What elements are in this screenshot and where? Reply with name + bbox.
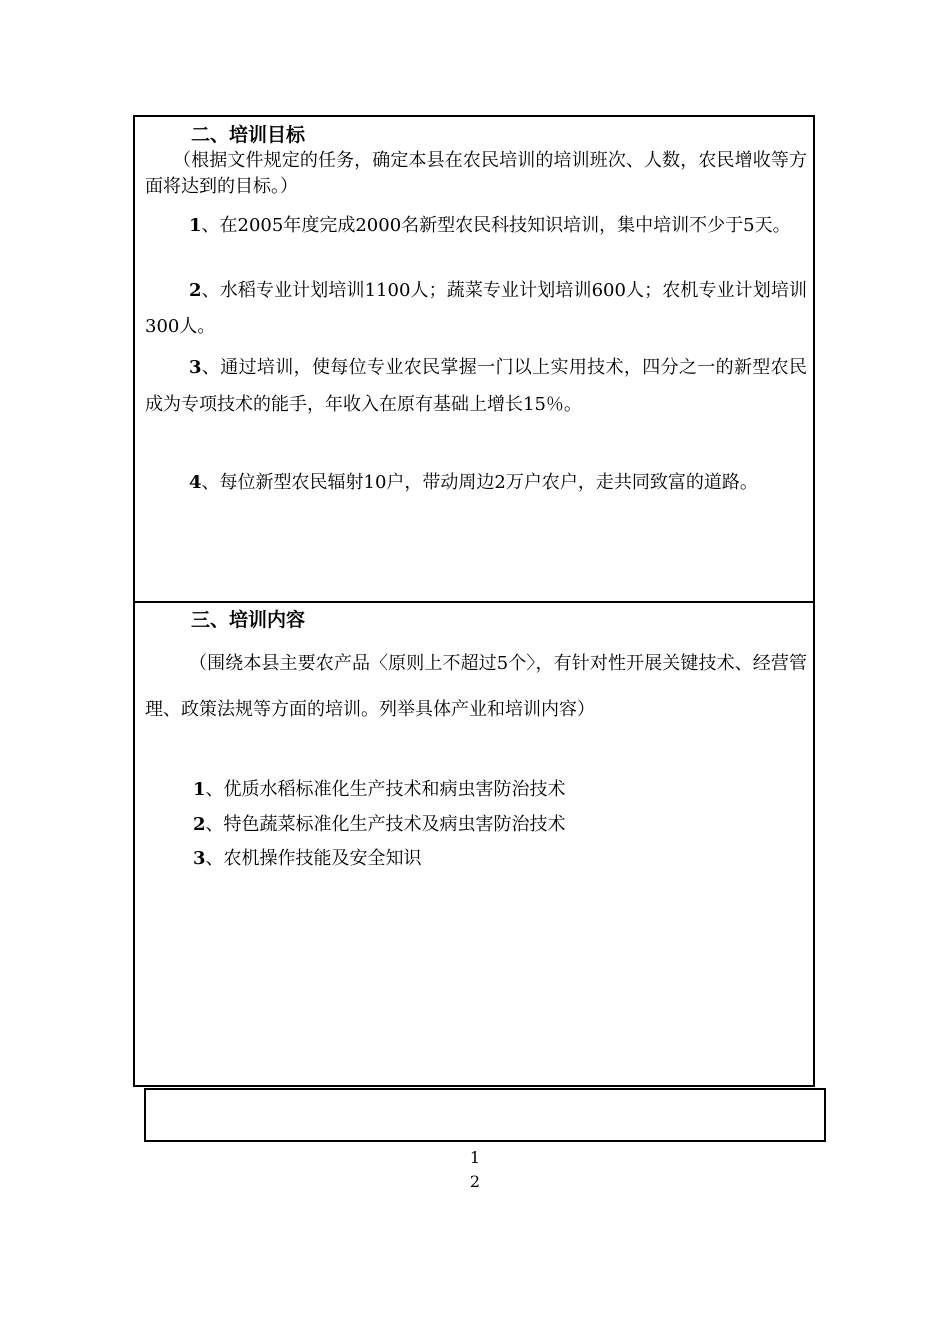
training-goals-section [133, 115, 815, 603]
empty-table-row [144, 1088, 826, 1142]
section-heading-content: 三、培训内容 [191, 609, 306, 631]
training-content-section [133, 601, 815, 1087]
content-item: 1、优质水稻标准化生产技术和病虫害防治技术 [193, 779, 566, 800]
page-number: 2 [469, 1172, 481, 1191]
goal-item: 4、每位新型农民辐射10户，带动周边2万户农户，走共同致富的道路。 [189, 472, 758, 493]
goal-item: 2、水稻专业计划培训1100人；蔬菜专业计划培训600人；农机专业计划培训300人。 [145, 280, 807, 337]
goals-intro: （根据文件规定的任务，确定本县在农民培训的培训班次、人数，农民增收等方面将达到的目标。） [145, 150, 807, 197]
content-item: 2、特色蔬菜标准化生产技术及病虫害防治技术 [193, 814, 566, 835]
content-intro: （围绕本县主要农产品〈原则上不超过5个〉，有针对性开展关键技术、经营管理、政策法规等方面的培训。列举具体产业和培训内容） [145, 653, 807, 720]
page-number: 1 [469, 1148, 481, 1167]
section-heading-goals: 二、培训目标 [191, 124, 306, 146]
content-item: 3、农机操作技能及安全知识 [193, 848, 422, 869]
goal-item: 1、在2005年度完成2000名新型农民科技知识培训，集中培训不少于5天。 [189, 215, 791, 236]
goal-item: 3、通过培训，使每位专业农民掌握一门以上实用技术，四分之一的新型农民成为专项技术的能手，年收入在原有基础上增长15％。 [145, 357, 807, 415]
